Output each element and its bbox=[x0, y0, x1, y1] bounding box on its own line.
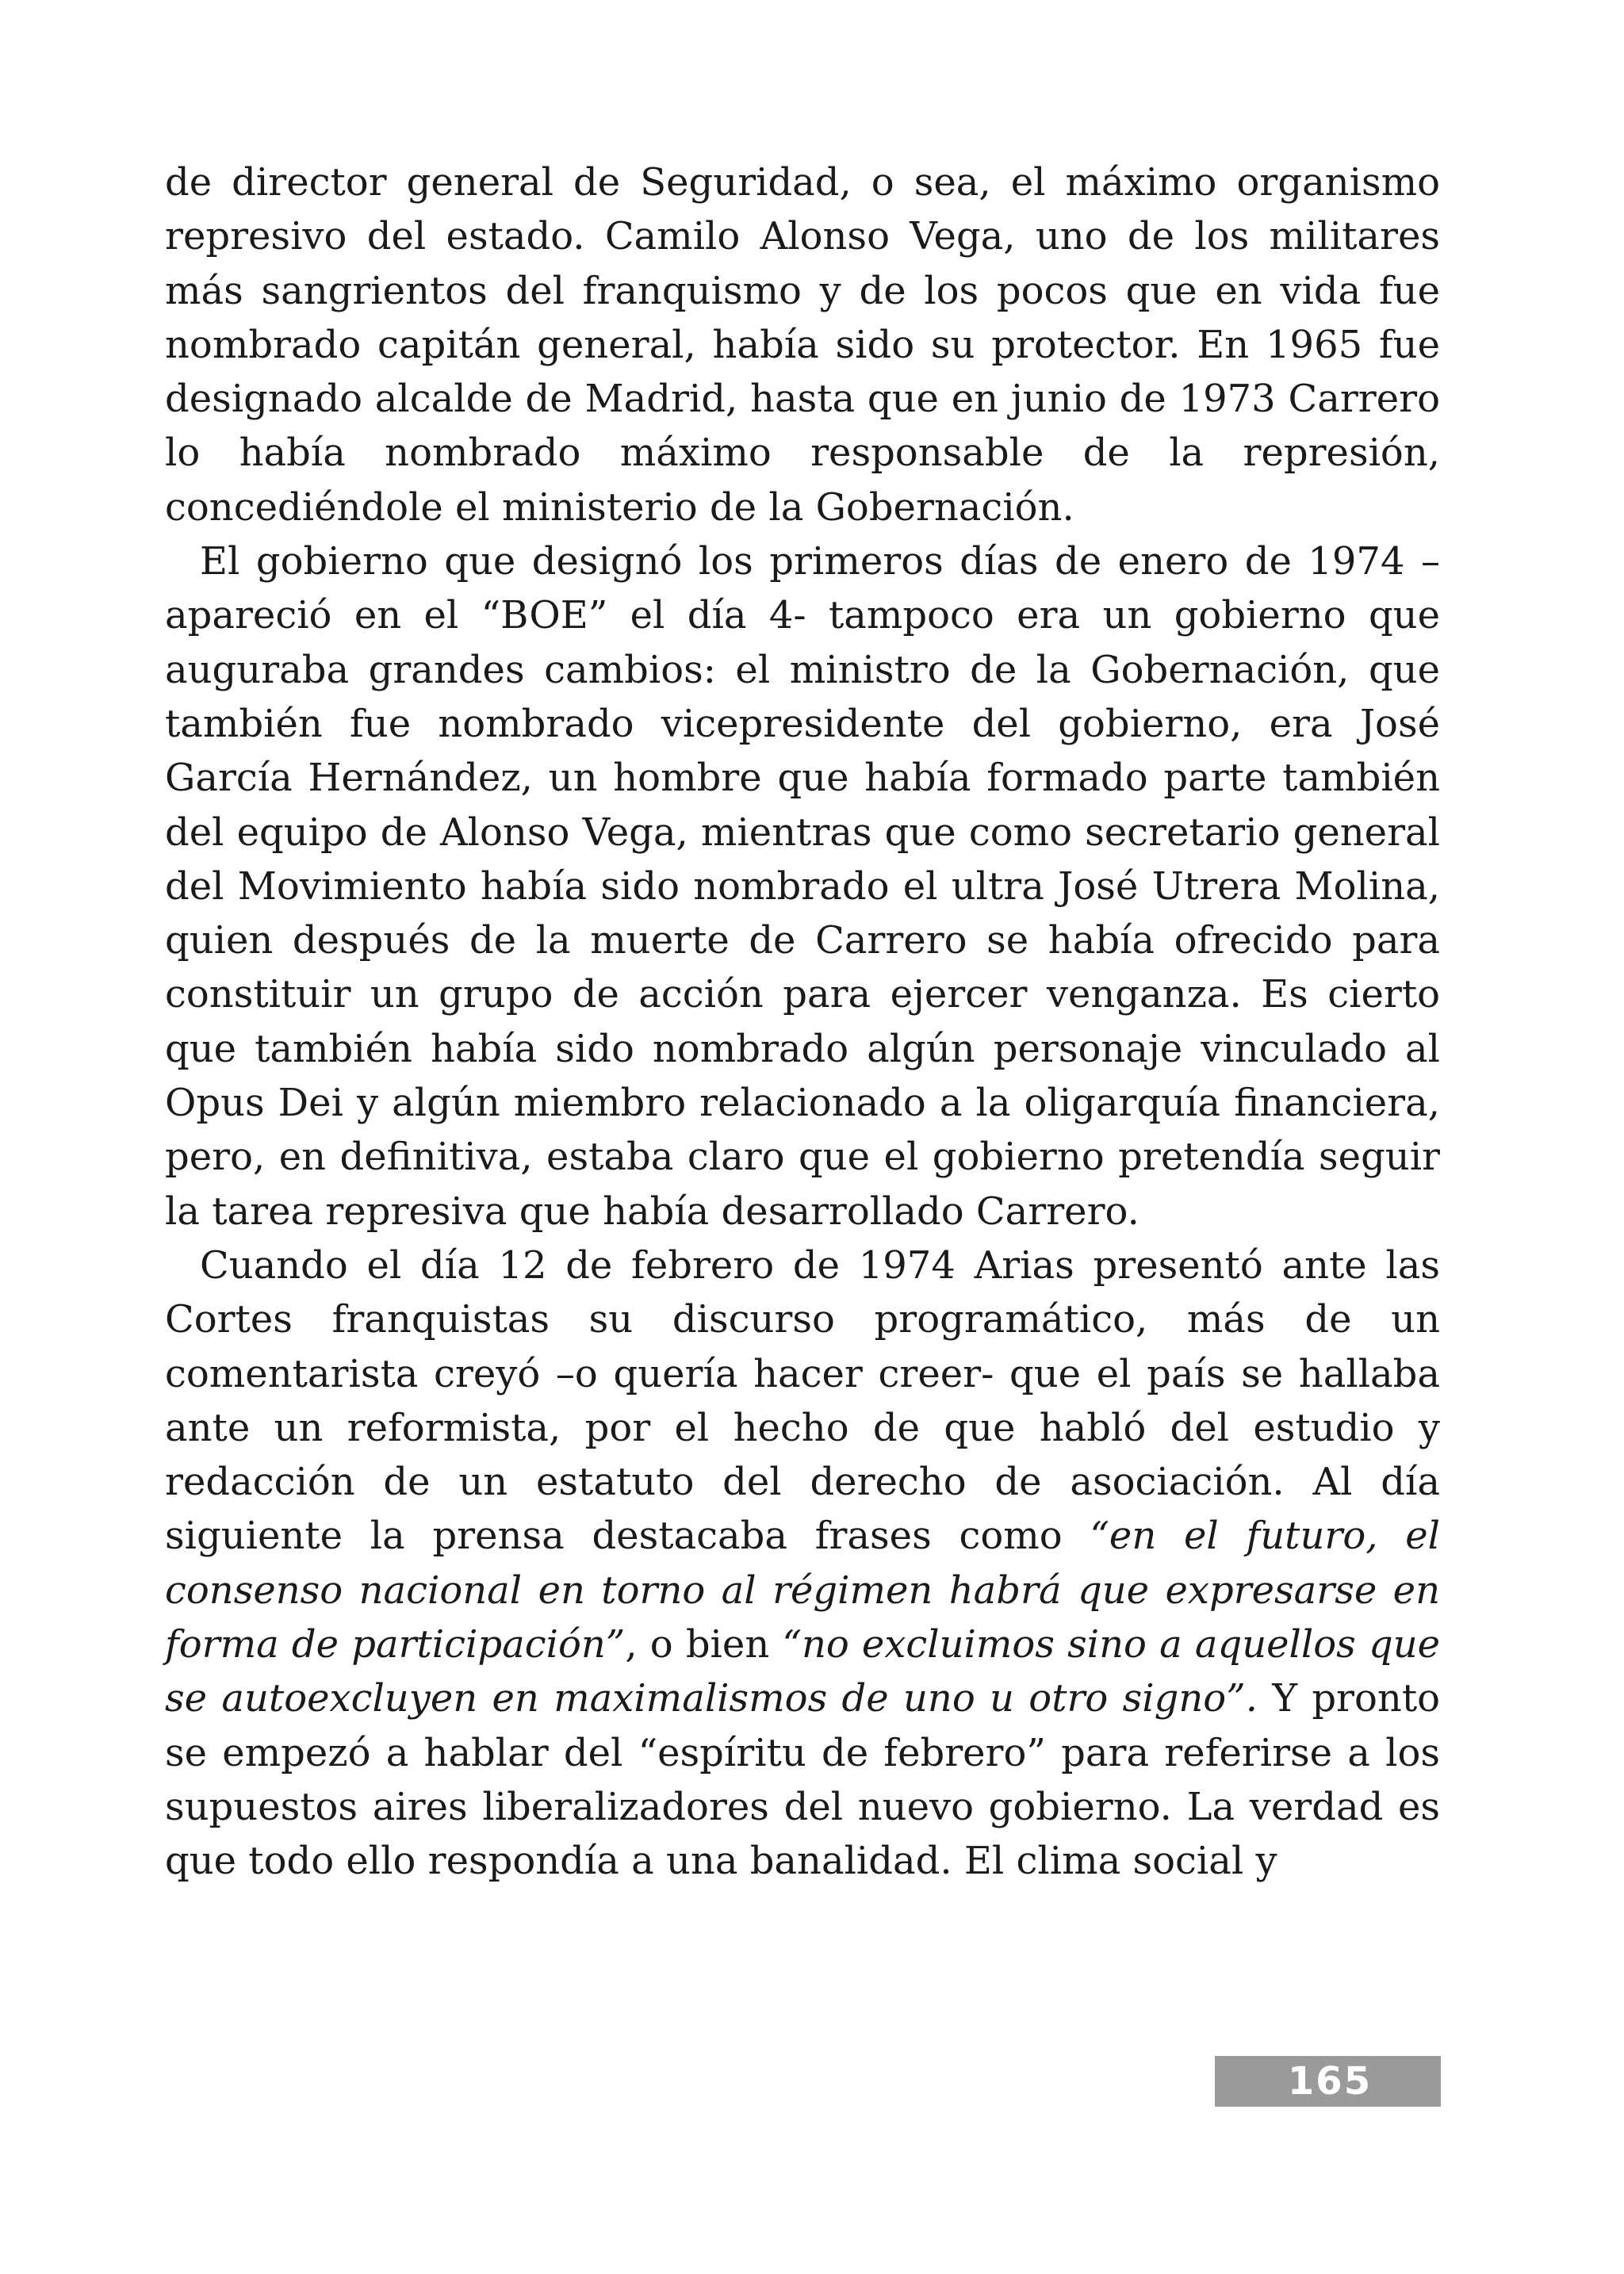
quote-consenso-nacional: “en el futuro, el consenso nacional en torno al régimen habrá que expresarse en forma de participación” bbox=[165, 1514, 1440, 1667]
paragraph-2: El gobierno que designó los primeros días de enero de 1974 –apareció en el “BOE” el día 4- tampoco era un gobierno que auguraba grandes cambios: el ministro de la Gobernación, que también fue nombrado vicepresidente del gobierno, era José García Hernández, un hombre que había formado parte también del equipo de Alonso Vega, mientras que como secretario general del Movimiento había sido nombrado el ultra José Utrera Molina, quien después de la muerte de Carrero se había ofrecido para constituir un grupo de acción para ejercer venganza. Es cierto que también había sido nombrado algún personaje vinculado al Opus Dei y algún miembro relacionado a la oligarquía financiera, pero, en definitiva, estaba claro que el gobierno pretendía seguir la tarea represiva que había desarrollado Carrero. bbox=[165, 539, 1440, 1234]
paragraph-3 bbox=[165, 1238, 1440, 1889]
paragraph-3-intro: Cuando el día 12 de febrero de 1974 Arias presentó ante las Cortes franquistas su discurso programático, más de un comentarista creyó –o quería hacer creer- que el país se hallaba ante un reformista, por el hecho de que habló del estudio y redacción de un estatuto del derecho de asociación. Al día siguiente la prensa destacaba frases como bbox=[165, 1242, 1440, 1559]
page-number-badge bbox=[1215, 2056, 1441, 2107]
page-number: 165 bbox=[1287, 2059, 1373, 2104]
paragraph-1: de director general de Seguridad, o sea, el máximo organismo represivo del estado. Camilo Alonso Vega, uno de los militares más sangrientos del franquismo y de los pocos que en vida fue nombrado capitán general, había sido su protector. En 1965 fue designado alcalde de Madrid, hasta que en junio de 1973 Carrero lo había nombrado máximo responsable de la represión, concediéndole el ministerio de la Gobernación. bbox=[165, 160, 1440, 530]
paragraph-3-connector: , o bien bbox=[625, 1622, 783, 1667]
quote-autoexcluyen: “no excluimos sino a aquellos que se autoexcluyen en maximalismos de uno u otro signo”. bbox=[165, 1622, 1441, 1721]
body-text bbox=[165, 155, 1440, 1889]
paragraph-3-outro: Y pronto se empezó a hablar del “espíritu de febrero” para referirse a los supuestos aires liberalizadores del nuevo gobierno. La verdad es que todo ello respondía a una banalidad. El clima social y bbox=[165, 1676, 1441, 1884]
